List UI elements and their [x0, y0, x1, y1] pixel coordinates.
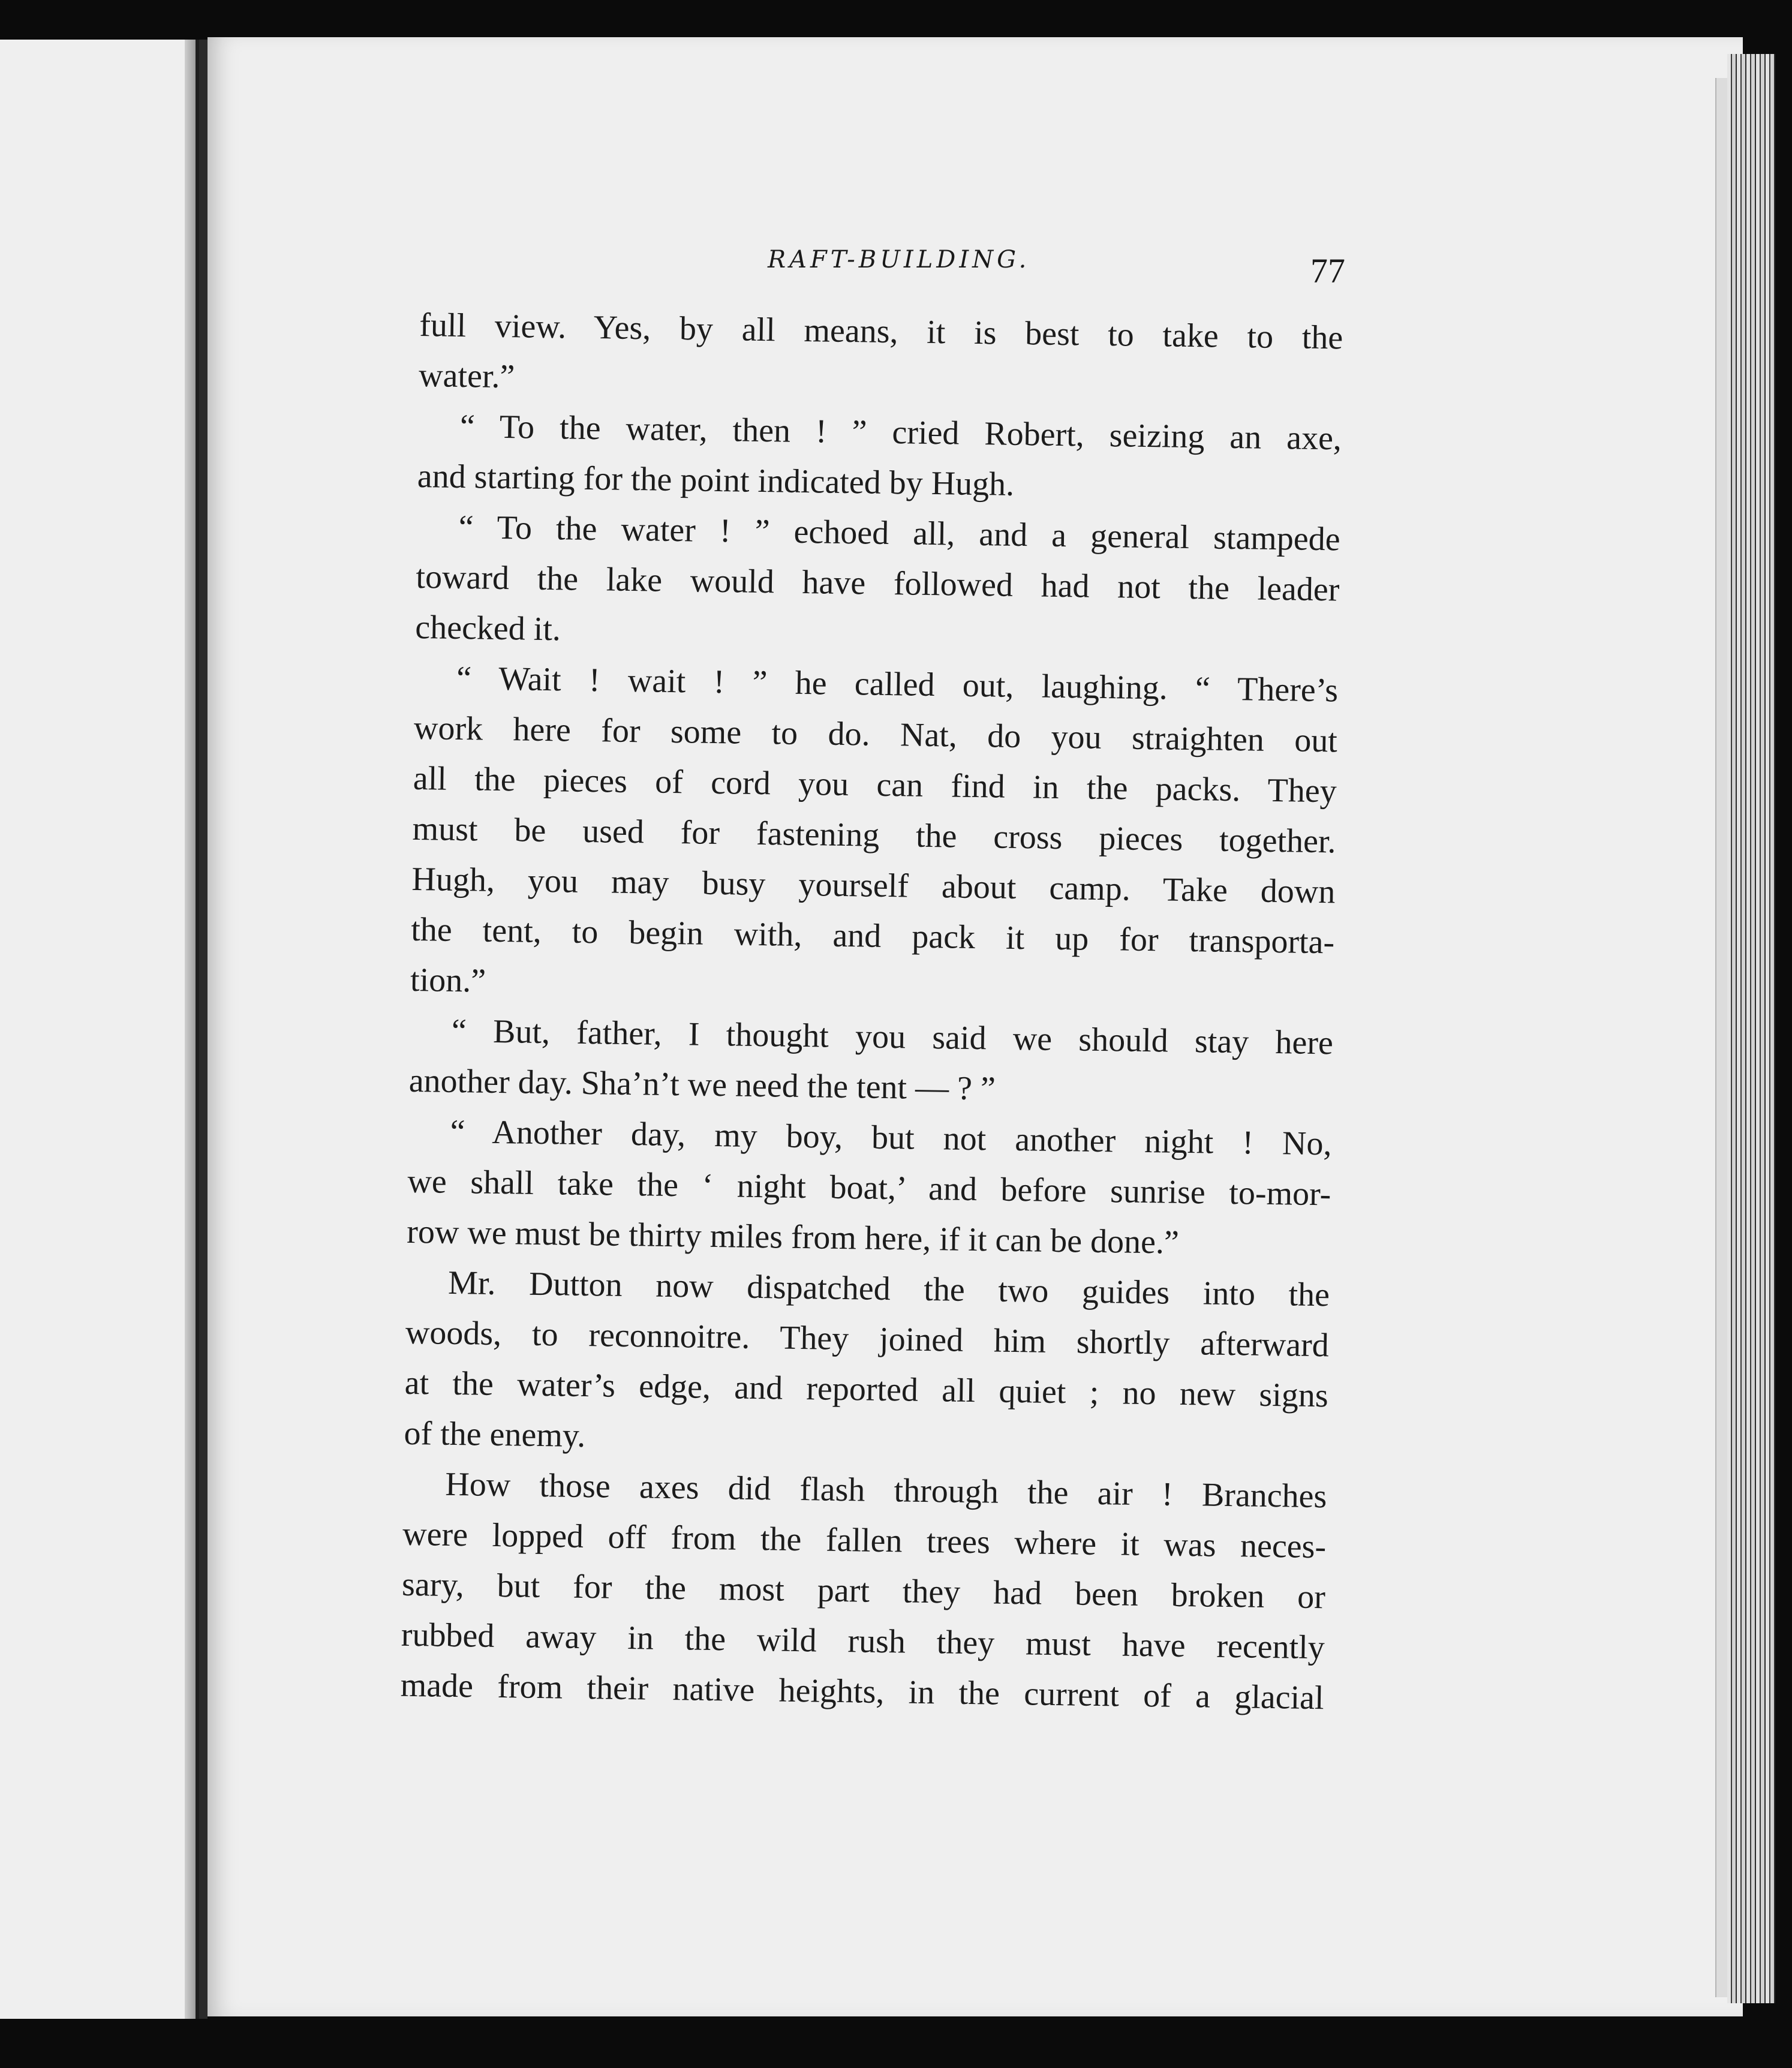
- text-line: made from their native heights, in the current of a glacial: [400, 1666, 1325, 1717]
- text-line: “ But, father, I thought you said we should stay here: [451, 1012, 1334, 1062]
- text-line: water.”: [418, 356, 515, 396]
- text-line: toward the lake would have followed had not the leader: [416, 558, 1340, 609]
- text-line: row we must be thirty miles from here, if it can be done.”: [406, 1213, 1180, 1261]
- text-line: rubbed away in the wild rush they must have recently: [401, 1616, 1325, 1667]
- text-line: all the pieces of cord you can find in the packs. They: [413, 759, 1337, 810]
- book-gutter: [199, 40, 208, 2019]
- text-line: “ To the water, then ! ” cried Robert, seizing an axe,: [459, 407, 1342, 458]
- text-line: sary, but for the most part they had been broken or: [401, 1565, 1326, 1616]
- text-line: the tent, to begin with, and pack it up for transporta-: [410, 910, 1335, 961]
- page-edge-shadow: [1715, 78, 1728, 1997]
- text-line: checked it.: [414, 608, 561, 648]
- text-line: another day. Sha’n’t we need the tent — ? ”: [408, 1062, 996, 1108]
- text-line: at the water’s edge, and reported all quiet ; no new signs: [404, 1364, 1329, 1415]
- text-line: of the enemy.: [404, 1414, 586, 1455]
- text-line: work here for some to do. Nat, do you straighten out: [413, 709, 1338, 760]
- left-facing-page: [0, 40, 199, 2019]
- running-head: RAFT-BUILDING.: [768, 246, 1030, 273]
- page-number: 77: [1310, 251, 1345, 290]
- text-line: How those axes did flash through the air ! Branches: [444, 1465, 1327, 1516]
- text-line: “ Another day, my boy, but not another night ! No,: [450, 1113, 1332, 1163]
- text-line: must be used for fastening the cross pieces together.: [412, 810, 1336, 861]
- text-line: were lopped off from the fallen trees where it was neces-: [402, 1515, 1327, 1566]
- text-line: “ To the water ! ” echoed all, and a general stampede: [458, 508, 1341, 558]
- text-line: and starting for the point indicated by Hugh.: [417, 457, 1015, 503]
- text-line: Hugh, you may busy yourself about camp. Take down: [411, 860, 1336, 911]
- page-edges-stack: [1727, 54, 1775, 2003]
- body-text: [400, 300, 1343, 1723]
- text-line: Mr. Dutton now dispatched the two guides into the: [447, 1264, 1330, 1314]
- text-line: woods, to reconnoitre. They joined him shortly afterward: [405, 1313, 1330, 1364]
- text-line: tion.”: [410, 961, 486, 1000]
- text-line: we shall take the ‘ night boat,’ and before sunrise to-mor-: [407, 1162, 1331, 1213]
- text-line: “ Wait ! wait ! ” he called out, laughing. “ There’s: [456, 659, 1339, 710]
- text-line: full view. Yes, by all means, it is best to take to the: [419, 306, 1343, 357]
